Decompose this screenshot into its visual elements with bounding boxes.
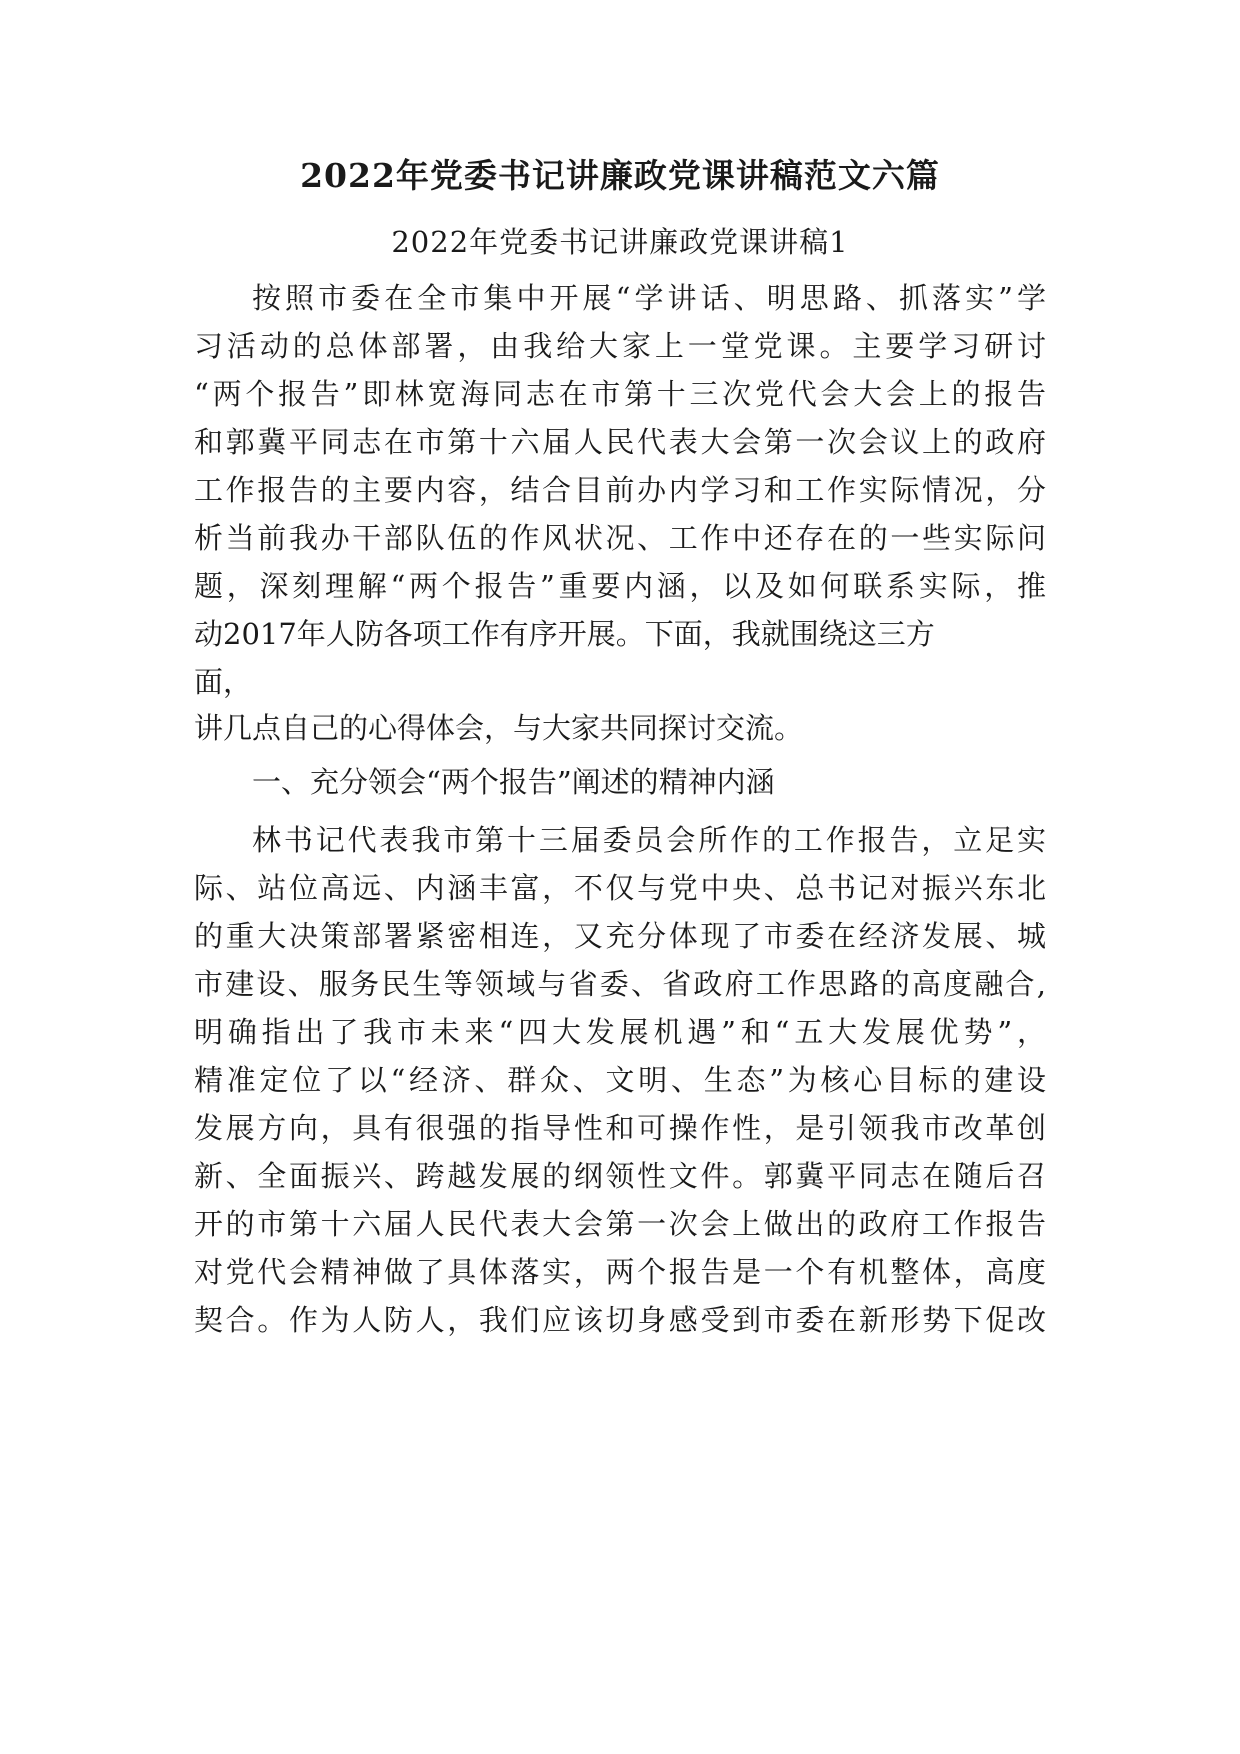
paragraph-line: 发展方向，具有很强的指导性和可操作性，是引领我市改革创 — [194, 1111, 1046, 1145]
paragraph-line: 题，深刻理解“两个报告”重要内涵，以及如何联系实际，推 — [194, 569, 1046, 603]
paragraph-line: 际、站位高远、内涵丰富，不仅与党中央、总书记对振兴东北 — [194, 871, 1046, 905]
paragraph-line: 动2017年人防各项工作有序开展。下面，我就围绕这三方 — [194, 617, 935, 651]
section-heading: 一、充分领会“两个报告”阐述的精神内涵 — [252, 765, 775, 799]
paragraph-line: 契合。作为人防人，我们应该切身感受到市委在新形势下促改 — [194, 1303, 1046, 1337]
paragraph-line: 习活动的总体部署，由我给大家上一堂党课。主要学习研讨 — [194, 329, 1046, 363]
paragraph-line: 对党代会精神做了具体落实，两个报告是一个有机整体，高度 — [194, 1255, 1046, 1289]
paragraph-line: 讲几点自己的心得体会，与大家共同探讨交流。 — [194, 711, 804, 745]
paragraph-line: “两个报告”即林宽海同志在市第十三次党代会大会上的报告 — [194, 377, 1046, 411]
paragraph-line: 和郭冀平同志在市第十六届人民代表大会第一次会议上的政府 — [194, 425, 1046, 459]
paragraph-line: 市建设、服务民生等领域与省委、省政府工作思路的高度融合, — [194, 967, 1046, 1001]
paragraph-line: 的重大决策部署紧密相连，又充分体现了市委在经济发展、城 — [194, 919, 1046, 953]
paragraph-line: 明确指出了我市未来“四大发展机遇”和“五大发展优势”， — [194, 1015, 1046, 1049]
paragraph-line: 林书记代表我市第十三届委员会所作的工作报告，立足实 — [252, 823, 1046, 857]
paragraph-line: 按照市委在全市集中开展“学讲话、明思路、抓落实”学 — [252, 281, 1046, 315]
paragraph-line: 面， — [194, 665, 253, 699]
paragraph-line: 开的市第十六届人民代表大会第一次会上做出的政府工作报告 — [194, 1207, 1046, 1241]
paragraph-line: 新、全面振兴、跨越发展的纲领性文件。郭冀平同志在随后召 — [194, 1159, 1046, 1193]
paragraph-line: 工作报告的主要内容，结合目前办内学习和工作实际情况，分 — [194, 473, 1046, 507]
paragraph-line: 析当前我办干部队伍的作风状况、工作中还存在的一些实际问 — [194, 521, 1046, 555]
document-subtitle: 2022年党委书记讲廉政党课讲稿1 — [391, 225, 849, 259]
document-title: 2022年党委书记讲廉政党课讲稿范文六篇 — [300, 156, 940, 195]
paragraph-line: 精准定位了以“经济、群众、文明、生态”为核心目标的建设 — [194, 1063, 1046, 1097]
